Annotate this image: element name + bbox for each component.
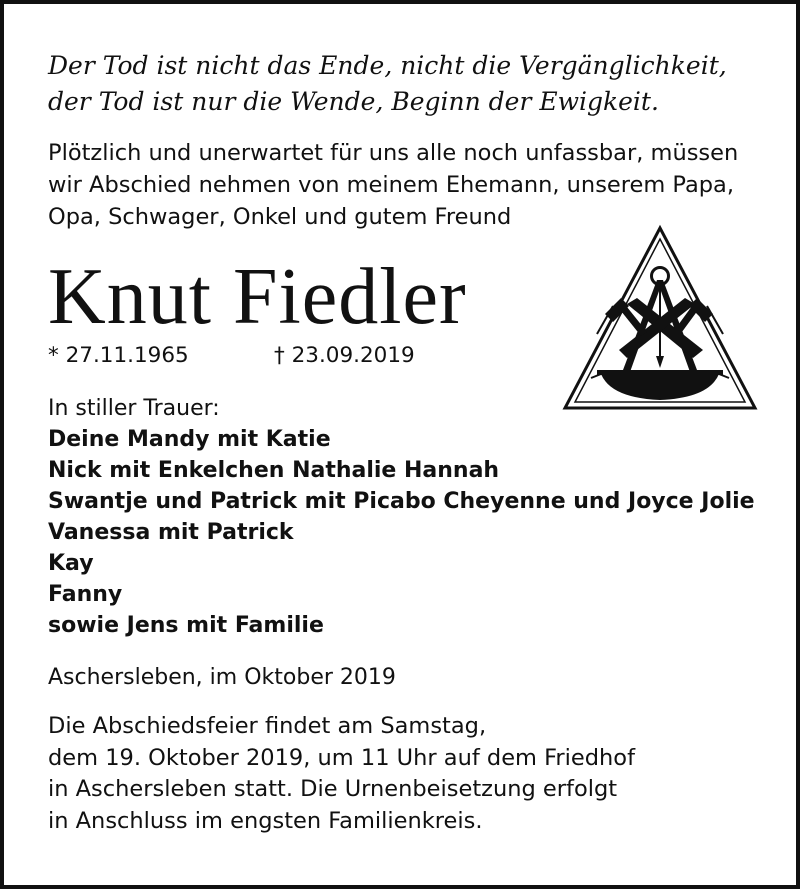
ceremony-line: in Aschersleben statt. Die Urnenbeisetzung erfolgt [48,776,618,802]
ceremony-line: in Anschluss im engsten Familienkreis. [48,807,483,834]
mourners-list [48,393,755,641]
mourner-name: Swantje und Patrick mit Picabo Cheyenne und Joyce Jolie [48,489,755,514]
mourner-name: Vanessa mit Patrick [48,520,294,545]
intro-text [48,137,738,233]
deceased-name: Knut Fiedler [48,253,467,341]
mourner-name: Deine Mandy mit Katie [48,427,331,452]
freemason-triangle-icon [561,222,759,416]
ceremony-info [48,711,635,837]
mourner-name: sowie Jens mit Familie [48,613,324,638]
intro-line: wir Abschied nehmen von meinem Ehemann, unserem Papa, [48,172,734,198]
poem-line: der Tod ist nur die Wende, Beginn der Ewigkeit. [48,87,659,116]
ceremony-line: dem 19. Oktober 2019, um 11 Uhr auf dem Friedhof [48,744,635,771]
mourners-intro: In stiller Trauer: [48,396,220,421]
ceremony-line: Die Abschiedsfeier findet am Samstag, [48,713,487,739]
poem [48,48,727,120]
mourner-name: Nick mit Enkelchen Nathalie Hannah [48,458,500,483]
intro-line: Plötzlich und unerwartet für uns alle noch unfassbar, müssen [48,140,739,166]
mourner-name: Fanny [48,582,123,607]
intro-line: Opa, Schwager, Onkel und gutem Freund [48,204,512,230]
poem-line: Der Tod ist nicht das Ende, nicht die Vergänglichkeit, [48,51,727,80]
mourner-name: Kay [48,551,94,576]
place-date: Aschersleben, im Oktober 2019 [48,665,396,690]
birth-date: * 27.11.1965 [48,343,189,368]
death-date: † 23.09.2019 [274,343,415,368]
